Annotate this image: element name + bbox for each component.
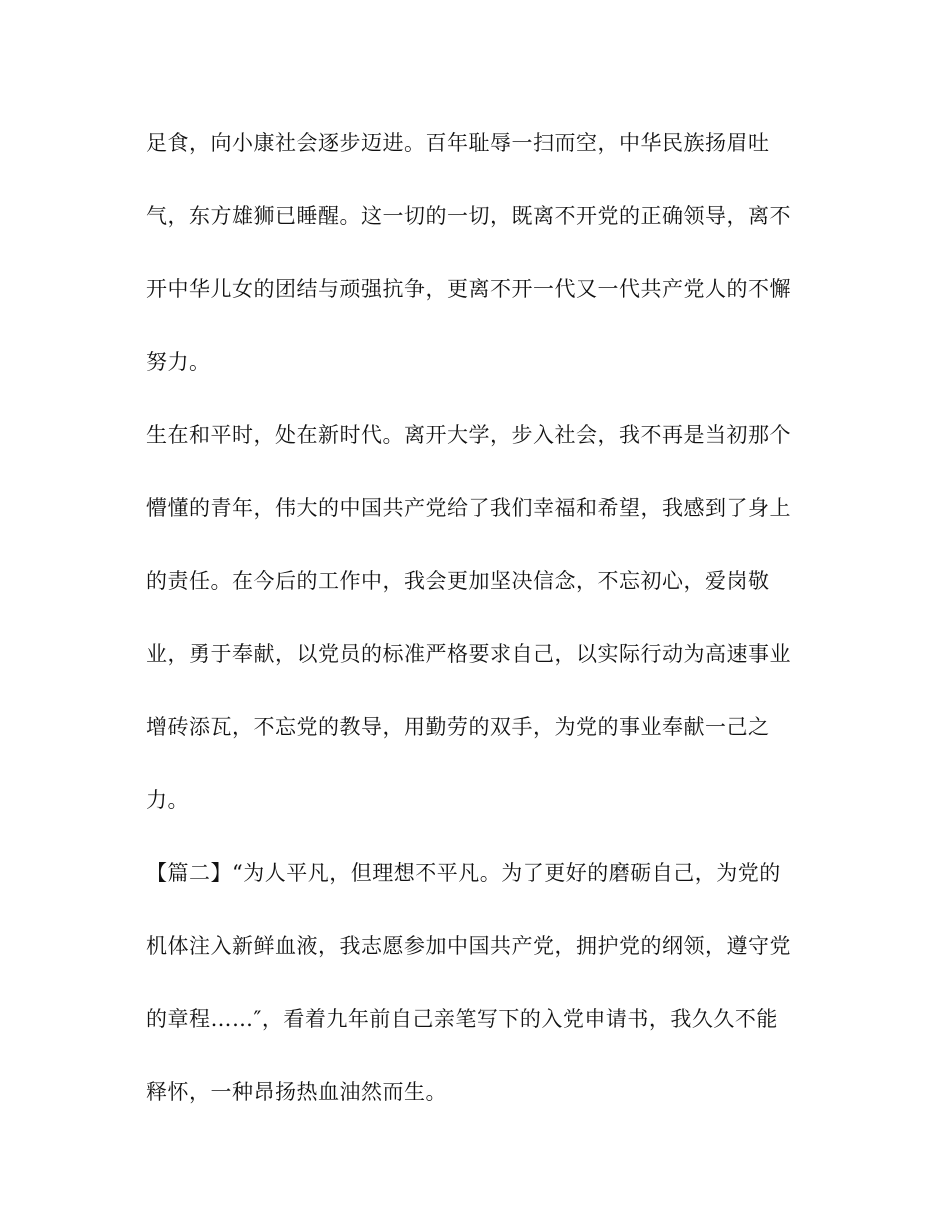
text-line: 业，勇于奉献，以党员的标准严格要求自己，以实际行动为高速事业 <box>146 642 791 666</box>
text-line: 力。 <box>146 788 189 812</box>
text-line: 的责任。在今后的工作中，我会更加坚决信念，不忘初心，爱岗敬 <box>146 569 770 593</box>
text-line: 足食，向小康社会逐步迈进。百年耻辱一扫而空，中华民族扬眉吐 <box>146 131 770 155</box>
text-line: 气，东方雄狮已睡醒。这一切的一切，既离不开党的正确领导，离不 <box>146 204 791 228</box>
text-line: 的章程……″，看着九年前自己亲笔写下的入党申请书，我久久不能 <box>146 1007 778 1031</box>
text-line: 【篇二】“为人平凡，但理想不平凡。为了更好的磨砺自己，为党的 <box>146 861 781 885</box>
text-line: 释怀，一种昂扬热血油然而生。 <box>146 1080 447 1104</box>
text-line: 懵懂的青年，伟大的中国共产党给了我们幸福和希望，我感到了身上 <box>146 496 791 520</box>
text-line: 努力。 <box>146 350 211 374</box>
text-line: 增砖添瓦，不忘党的教导，用勤劳的双手，为党的事业奉献一己之 <box>146 715 770 739</box>
text-line: 机体注入新鲜血液，我志愿参加中国共产党，拥护党的纲领，遵守党 <box>146 934 791 958</box>
text-line: 生在和平时，处在新时代。离开大学，步入社会，我不再是当初那个 <box>146 423 791 447</box>
text-line: 开中华儿女的团结与顽强抗争，更离不开一代又一代共产党人的不懈 <box>146 277 791 301</box>
